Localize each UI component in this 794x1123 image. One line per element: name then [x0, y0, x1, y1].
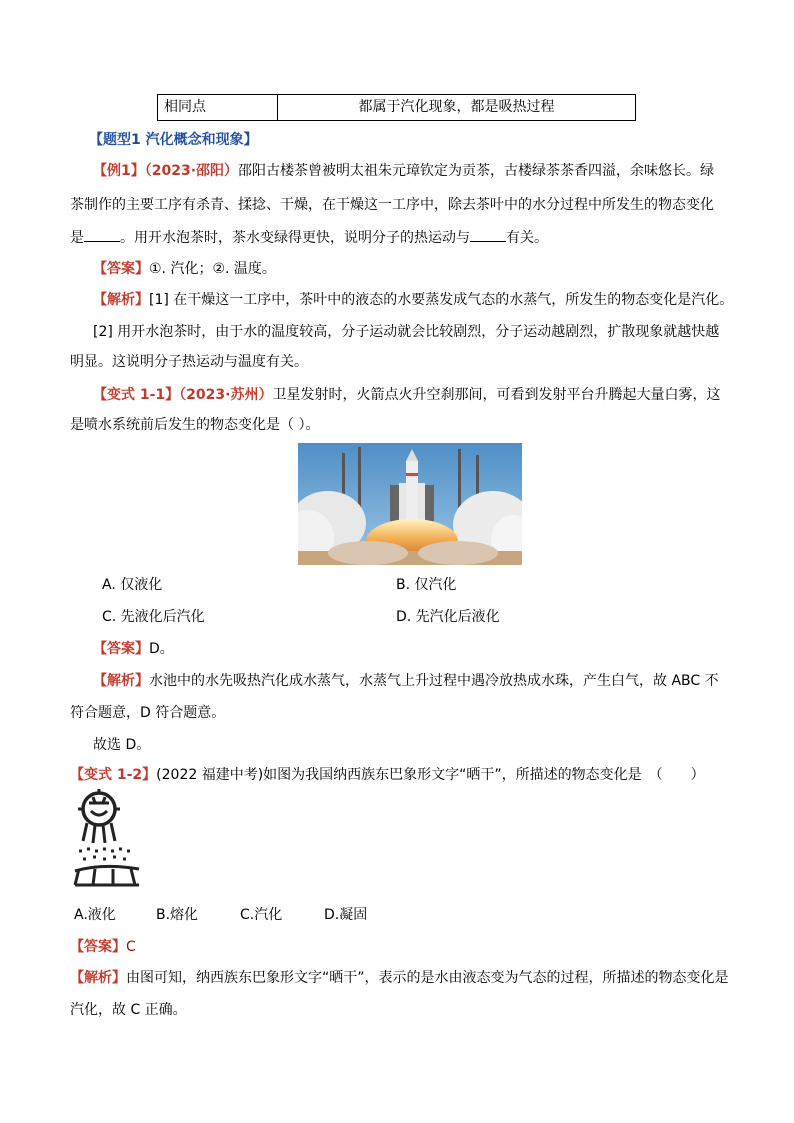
analysis-tag: 【解析】: [70, 970, 126, 986]
variant11-conclusion: 故选 D。: [93, 737, 151, 753]
analysis-text-1: 水池中的水先吸热汽化成水蒸气，水蒸气上升过程中遇冷放热成水珠，产生白气，故 ABC 不: [149, 673, 719, 689]
analysis-text-1: [1] 在干燥这一工序中，茶叶中的液态的水要蒸发成气态的水蒸气，所发生的物态变化是汽化。: [149, 292, 734, 308]
variant11-line1: [93, 385, 720, 405]
example1-analysis-2: [2] 用开水泡茶时，由于水的温度较高，分子运动就会比较剧烈，分子运动越剧烈，扩散现象就越快越: [93, 324, 720, 340]
example1-source: （2023·邵阳）: [144, 163, 239, 179]
example1-line1: [93, 161, 714, 181]
example1-line2: 茶制作的主要工序有杀青、揉捻、干燥，在干燥这一工序中，除去茶叶中的水分过程中所发生的物态变化: [70, 197, 714, 213]
example1-text-3b: 。用开水泡茶时，茶水变绿得更快，说明分子的热运动与: [120, 230, 470, 246]
example1-analysis-1: [93, 290, 733, 310]
variant11-option-d: D. 先汽化后液化: [396, 609, 500, 625]
dongba-glyph-image: [73, 789, 143, 891]
answer-tag: 【答案】: [93, 261, 149, 277]
variant12-line1: [70, 765, 705, 785]
answer-tag: 【答案】: [93, 641, 149, 657]
variant12-analysis-2: 汽化，故 C 正确。: [70, 1002, 187, 1018]
answer-text: C: [126, 939, 136, 955]
table-cell-value: 都属于汽化现象，都是吸热过程: [358, 99, 555, 115]
variant11-source: （2023·苏州）: [179, 387, 273, 403]
variant12-option-d: D.凝固: [324, 907, 368, 923]
variant11-option-b: B. 仅汽化: [396, 577, 457, 593]
variant12-analysis-1: [70, 968, 729, 988]
example1-tag: 【例1】: [93, 163, 145, 179]
analysis-text-1: 由图可知，纳西族东巴象形文字“晒干”，表示的是水由液态变为气态的过程，所描述的物态变化是: [126, 970, 729, 986]
example1-line3: [70, 227, 548, 248]
example1-text-1: 邵阳古楼茶曾被明太祖朱元璋钦定为贡茶，古楼绿茶茶香四溢，余味悠长。绿: [238, 163, 715, 179]
variant12-option-c: C.汽化: [240, 907, 283, 923]
variant11-answer: [93, 639, 174, 659]
variant11-analysis-2: 符合题意，D 符合题意。: [70, 705, 226, 721]
answer-text: ①. 汽化；②. 温度。: [149, 261, 276, 277]
analysis-tag: 【解析】: [93, 673, 149, 689]
rocket-launch-image: [298, 443, 522, 565]
variant11-text-1: 卫星发射时，火箭点火升空刹那间，可看到发射平台升腾起大量白雾，这: [272, 387, 721, 403]
blank-1: [84, 227, 120, 242]
variant12-option-b: B.熔化: [156, 907, 199, 923]
example1-text-3c: 有关。: [506, 230, 548, 246]
variant11-line2: 是喷水系统前后发生的物态变化是（ ）。: [70, 417, 320, 433]
comparison-table-row: [157, 94, 636, 121]
answer-text: D。: [149, 641, 174, 657]
variant11-option-a: A. 仅液化: [102, 577, 163, 593]
variant12-option-a: A.液化: [74, 907, 116, 923]
variant12-text: (2022 福建中考)如图为我国纳西族东巴象形文字“晒干”，所描述的物态变化是 （ ）: [156, 767, 705, 783]
variant12-answer: [70, 937, 136, 957]
variant11-tag: 【变式 1-1】: [93, 387, 180, 403]
variant11-option-c: C. 先液化后汽化: [102, 609, 205, 625]
variant11-analysis-1: [93, 671, 719, 691]
example1-text-3a: 是: [70, 230, 84, 246]
analysis-tag: 【解析】: [93, 292, 149, 308]
section-title: 【题型1 汽化概念和现象】: [89, 132, 258, 148]
table-cell-label: 相同点: [158, 95, 278, 120]
answer-tag: 【答案】: [70, 939, 126, 955]
variant12-tag: 【变式 1-2】: [70, 767, 157, 783]
blank-2: [470, 227, 506, 242]
example1-answer: [93, 259, 276, 279]
example1-analysis-3: 明显。这说明分子热运动与温度有关。: [70, 354, 308, 370]
